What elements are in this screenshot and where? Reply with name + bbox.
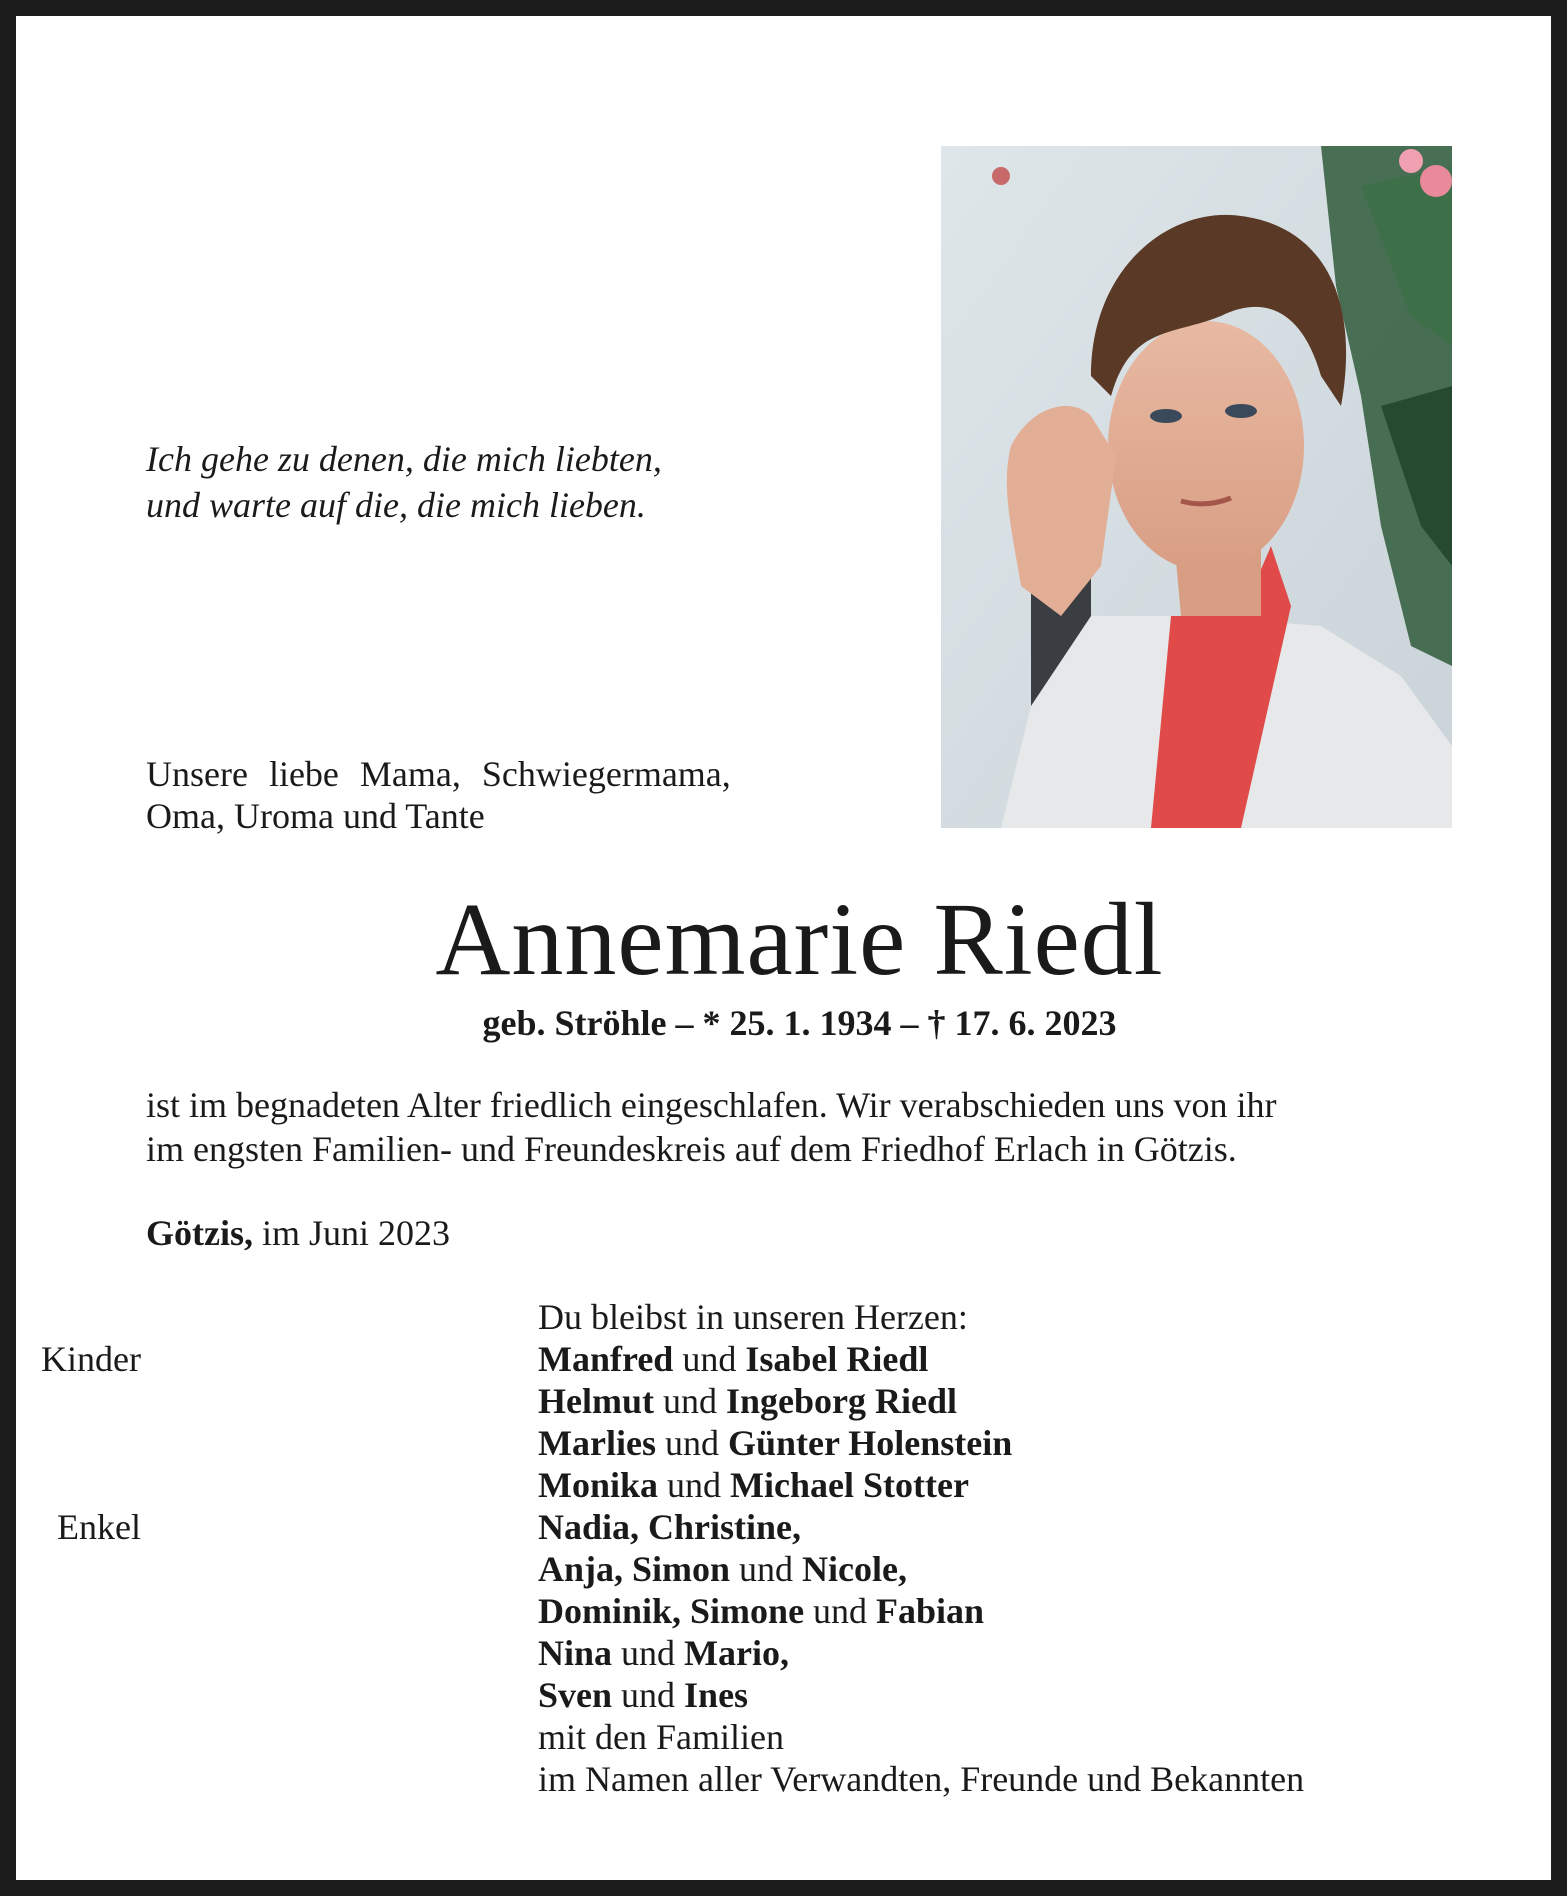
mourner-row <box>538 1674 748 1716</box>
mourner-row <box>538 1464 969 1506</box>
quote-line-1: Ich gehe zu denen, die mich liebten, <box>146 439 662 479</box>
intro-line-1: Unsere liebe Mama, Schwiegermama, <box>146 754 731 794</box>
mourner-name: Mario, <box>684 1633 789 1673</box>
mourner-name: Dominik, Simone <box>538 1591 805 1631</box>
mourner-name: Marlies <box>538 1423 656 1463</box>
mourner-name: Günter Holenstein <box>727 1423 1013 1463</box>
connector: und <box>813 1591 868 1631</box>
intro-line-2: Oma, Uroma und Tante <box>146 796 485 836</box>
mourner-row <box>538 1590 984 1632</box>
birth-death-dates: geb. Ströhle – * 25. 1. 1934 – † 17. 6. 2023 <box>482 1003 1117 1043</box>
connector: und <box>621 1633 676 1673</box>
connector: und <box>662 1381 717 1421</box>
connector: und <box>739 1549 794 1589</box>
mourner-name: Isabel Riedl <box>745 1339 929 1379</box>
mourner-name: Anja, Simon <box>538 1549 731 1589</box>
place-name: Götzis, <box>146 1213 253 1253</box>
mourners-heading: Du bleibst in unseren Herzen: <box>538 1297 968 1337</box>
place-date <box>146 1211 450 1255</box>
closing-line-2: im Namen aller Verwandten, Freunde und Bekannten <box>538 1759 1305 1799</box>
mourner-name: Ingeborg Riedl <box>725 1381 957 1421</box>
quote-line-2: und warte auf die, die mich lieben. <box>146 485 646 525</box>
memorial-quote <box>146 436 786 528</box>
date-text: im Juni 2023 <box>261 1213 450 1253</box>
mourner-row <box>538 1506 801 1548</box>
connector: und <box>682 1339 737 1379</box>
mourner-row <box>538 1548 907 1590</box>
enkel-label: Enkel <box>57 1507 141 1547</box>
mourner-name: Nicole, <box>802 1549 908 1589</box>
mourner-row <box>538 1422 1012 1464</box>
mourner-name: Manfred <box>538 1339 674 1379</box>
mourner-name: Nadia, Christine, <box>538 1507 802 1547</box>
connector: und <box>664 1423 719 1463</box>
deceased-name: Annemarie Riedl <box>435 882 1164 997</box>
mourner-name: Fabian <box>876 1591 985 1631</box>
portrait-photo <box>941 146 1452 828</box>
mourners-list <box>41 1296 1456 1800</box>
announcement-line-2: im engsten Familien- und Freundeskreis auf dem Friedhof Erlach in Götzis. <box>146 1129 1237 1169</box>
mourner-name: Helmut <box>538 1381 654 1421</box>
intro-text <box>146 753 846 837</box>
mourner-row <box>538 1338 928 1380</box>
mourner-row <box>538 1380 957 1422</box>
mourner-name: Nina <box>538 1633 613 1673</box>
mourner-name: Michael Stotter <box>730 1465 969 1505</box>
connector: und <box>667 1465 722 1505</box>
portrait-illustration <box>941 146 1452 828</box>
closing-line-1: mit den Familien <box>538 1717 784 1757</box>
mourner-name: Sven <box>538 1675 613 1715</box>
mourner-row <box>538 1632 789 1674</box>
announcement-text <box>146 1083 1456 1171</box>
mourner-name: Monika <box>538 1465 659 1505</box>
kinder-label: Kinder <box>41 1339 141 1379</box>
connector: und <box>621 1675 676 1715</box>
mourner-name: Ines <box>684 1675 749 1715</box>
announcement-line-1: ist im begnadeten Alter friedlich eingeschlafen. Wir verabschieden uns von ihr <box>146 1085 1277 1125</box>
